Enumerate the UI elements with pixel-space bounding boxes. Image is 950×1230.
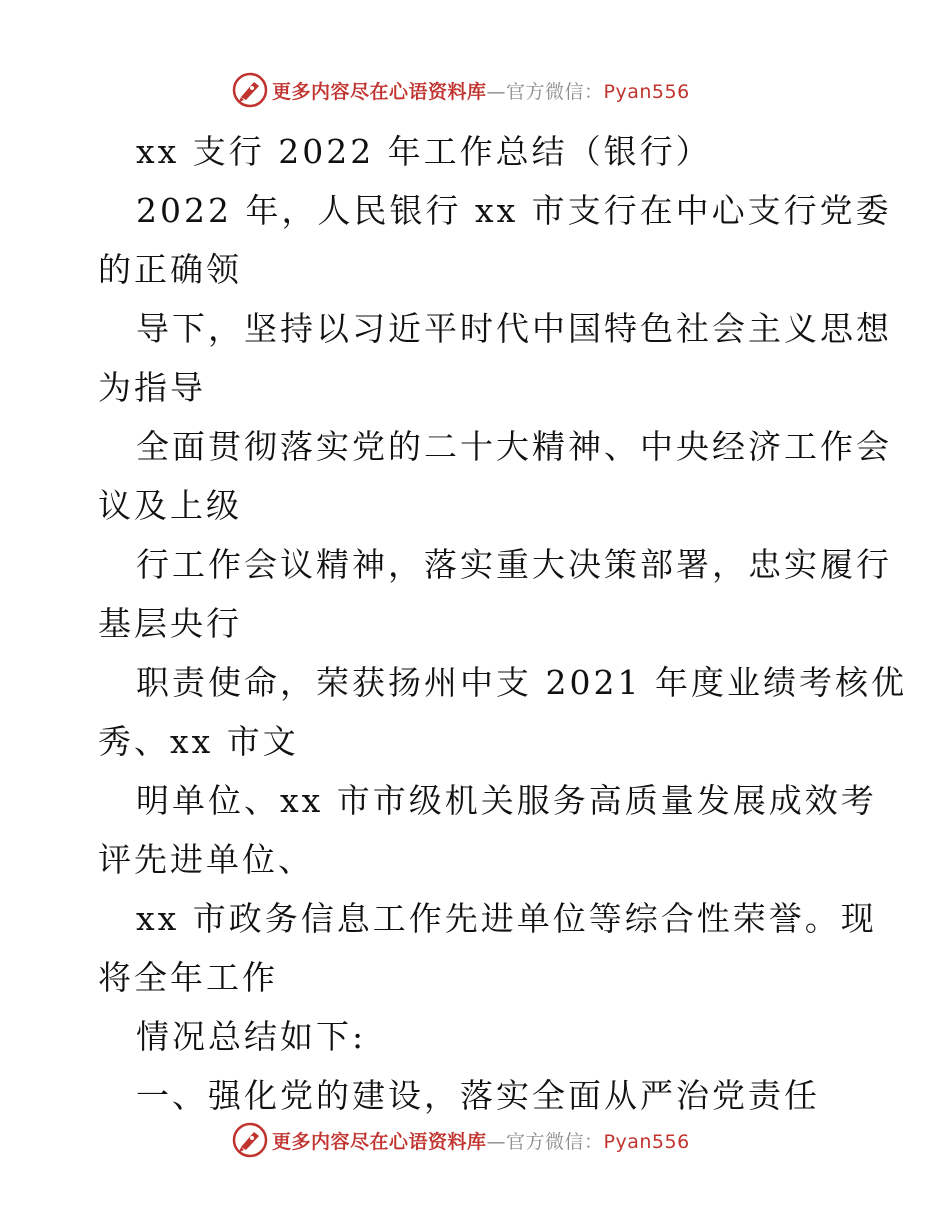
header-banner-wechat-id: Pyan556 xyxy=(603,80,690,103)
paragraph-line: 将全年工作 xyxy=(98,958,278,997)
section-heading: 一、强化党的建设，落实全面从严治党责任 xyxy=(136,1076,820,1115)
footer-banner-dash: — xyxy=(486,1130,507,1153)
pen-logo-icon xyxy=(232,1122,268,1158)
paragraph-line: 评先进单位、 xyxy=(98,840,314,879)
document-title: xx 支行 2022 年工作总结（银行） xyxy=(136,132,712,171)
footer-banner-wechat-id: Pyan556 xyxy=(603,1130,690,1153)
header-banner xyxy=(232,70,752,110)
footer-banner-main: 更多内容尽在心语资料库 xyxy=(272,1130,487,1153)
paragraph-line: 明单位、xx 市市级机关服务高质量发展成效考 xyxy=(136,781,877,820)
paragraph-line: 的正确领 xyxy=(98,250,242,289)
document-body xyxy=(98,122,907,1125)
paragraph-line: 导下，坚持以习近平时代中国特色社会主义思想 xyxy=(136,309,892,348)
footer-banner-text xyxy=(272,1127,690,1154)
paragraph-line: 议及上级 xyxy=(98,486,242,525)
header-banner-main: 更多内容尽在心语资料库 xyxy=(272,80,487,103)
header-banner-dash: — xyxy=(486,80,507,103)
header-banner-wechat-label: 官方微信： xyxy=(506,80,604,103)
header-banner-text xyxy=(272,77,690,104)
paragraph-line: 2022 年，人民银行 xx 市支行在中心支行党委 xyxy=(136,191,892,230)
paragraph-line: 为指导 xyxy=(98,368,206,407)
paragraph-line: 行工作会议精神，落实重大决策部署，忠实履行 xyxy=(136,545,892,584)
footer-banner xyxy=(232,1120,752,1160)
paragraph-line: 秀、xx 市文 xyxy=(98,722,299,761)
paragraph-line: 全面贯彻落实党的二十大精神、中央经济工作会 xyxy=(136,427,892,466)
paragraph-line: 基层央行 xyxy=(98,604,242,643)
paragraph-line: xx 市政务信息工作先进单位等综合性荣誉。现 xyxy=(136,899,877,938)
footer-banner-wechat-label: 官方微信： xyxy=(506,1130,604,1153)
pen-logo-icon xyxy=(232,72,268,108)
paragraph-line: 情况总结如下: xyxy=(136,1017,367,1056)
paragraph-line: 职责使命，荣获扬州中支 2021 年度业绩考核优 xyxy=(136,663,907,702)
